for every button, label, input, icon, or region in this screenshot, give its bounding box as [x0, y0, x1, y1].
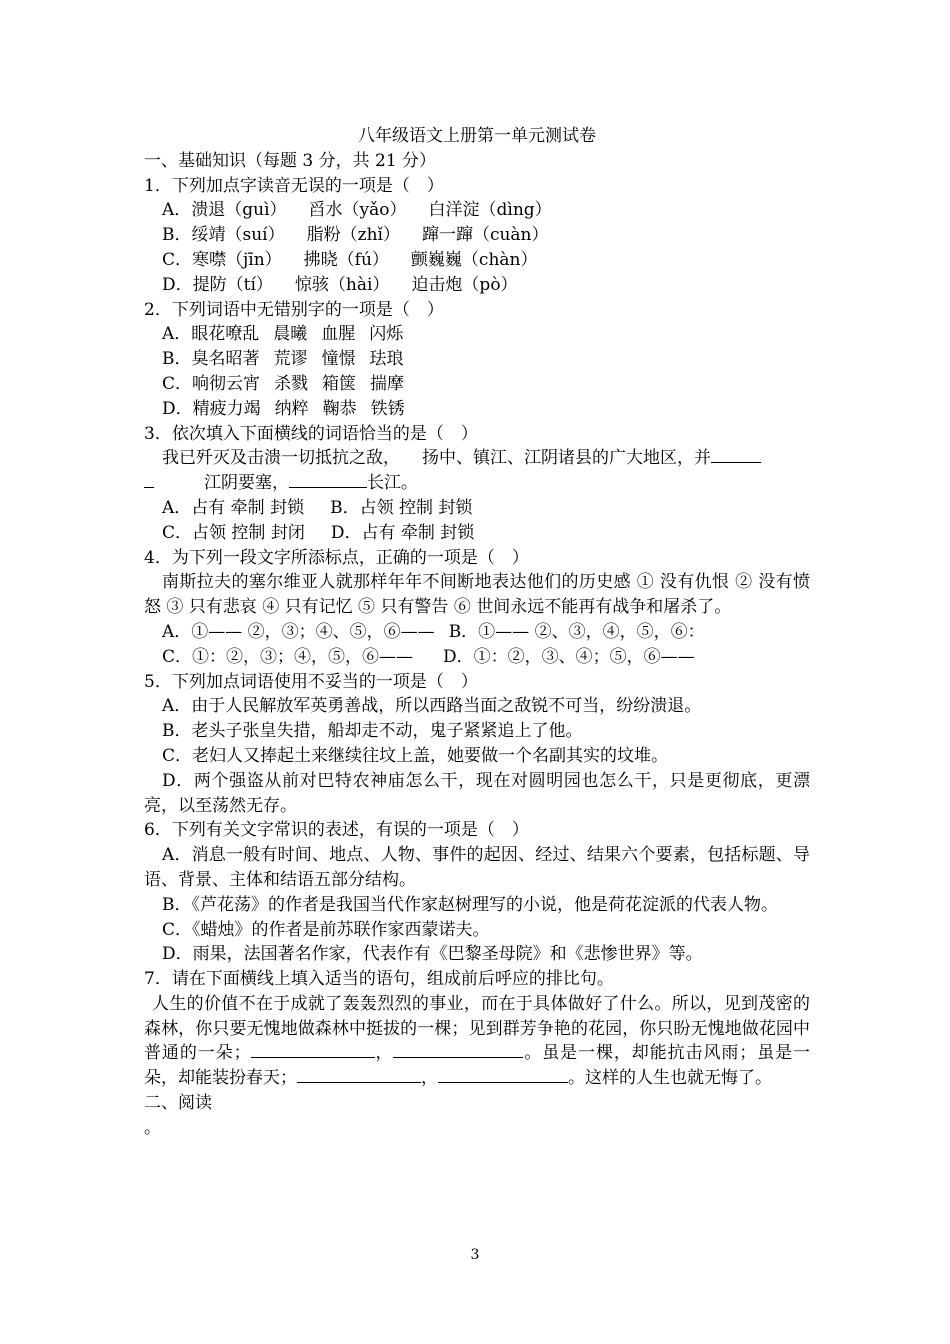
option-text: C．寒噤（jīn）: [162, 249, 282, 270]
question-6-option-d: D．雨果，法国著名作家，代表作有《巴黎圣母院》和《悲惨世界》等。: [162, 944, 703, 965]
section-heading-basics: 一、基础知识（每题 3 分，共 21 分）: [144, 150, 437, 171]
fill-blank[interactable]: [711, 446, 761, 463]
passage-text: 人生的价值不在于成就了轰轰烈烈的事业，而在于具体做好了什么。所以，见到茂密的森林，你只要无愧地做森林中挺拔的一棵；见到群芳争艳的花园，你只盼无愧地做花园中普通的一朵；: [144, 993, 810, 1064]
option-text: 揣摩: [370, 373, 405, 394]
question-4-stem: 4．为下列一段文字所添标点，正确的一项是（ ）: [144, 547, 529, 568]
option-text: 憧憬: [321, 349, 356, 370]
option-text: 纳粹: [274, 398, 309, 419]
option-text: 杀戮: [274, 373, 309, 394]
question-1-option-a: [144, 198, 810, 223]
option-text: 血腥: [321, 324, 356, 345]
question-1-option-d: [144, 273, 810, 298]
passage-text: ，: [374, 1043, 394, 1064]
question-4-options-row-1: [144, 620, 810, 645]
option-text: 蹿一蹿（cuàn）: [421, 225, 549, 246]
fill-blank[interactable]: [251, 1041, 375, 1058]
question-4-passage: 南斯拉夫的塞尔维亚人就那样年年不间断地表达他们的历史感 ① 没有仇恨 ② 没有愤怒 ③ 只有悲哀 ④ 只有记忆 ⑤ 只有警告 ⑥ 世间永远不能再有战争和屠杀了。: [144, 572, 810, 618]
option-text: C．占领 控制 封闭: [162, 522, 305, 543]
question-3-passage: [144, 446, 810, 496]
question-7-passage: [144, 992, 810, 1091]
option-text: A．溃退（guì）: [162, 200, 287, 221]
option-text: 鞠恭: [322, 398, 357, 419]
option-text: 铁锈: [370, 398, 405, 419]
option-text: B．①—— ②、③，④，⑤，⑥：: [448, 621, 705, 642]
question-2-option-a: [144, 322, 810, 347]
fill-blank[interactable]: [297, 1066, 421, 1083]
option-text: 闪烁: [369, 324, 404, 345]
option-text: A．眼花嘹乱: [162, 324, 260, 345]
option-text: 舀水（yǎo）: [308, 200, 407, 221]
passage-text: 我已歼灭及击溃一切抵抗之敌，: [162, 448, 400, 469]
option-text: 拂晓（fú）: [303, 249, 389, 270]
question-6-option-c: C．《蜡烛》的作者是前苏联作家西蒙诺夫。: [162, 919, 490, 940]
option-text: B．绥靖（suí）: [162, 225, 285, 246]
option-text: C．①：②，③；④，⑤，⑥——: [162, 646, 414, 667]
passage-text: 扬中、镇江、江阴诸县的广大地区，并: [422, 448, 711, 469]
option-text: 白洋淀（dìng）: [428, 200, 552, 221]
question-1-stem: 1．下列加点字读音无误的一项是（ ）: [144, 175, 444, 196]
question-4-options-row-2: [144, 645, 810, 670]
question-2-option-c: [144, 372, 810, 397]
option-text: D．①：②，③、④；⑤，⑥——: [443, 646, 695, 667]
option-text: C．响彻云宵: [162, 373, 261, 394]
option-text: 晨曦: [273, 324, 308, 345]
passage-text: 江阴要塞，: [204, 473, 289, 494]
option-text: 颤巍巍（chàn）: [410, 249, 538, 270]
question-6-option-a: A．消息一般有时间、地点、人物、事件的起因、经过、结果六个要素，包括标题、导语、背景、主体和结语五部分结构。: [144, 845, 810, 890]
question-6-option-b: B．《芦花荡》的作者是我国当代作家赵树理写的小说，他是荷花淀派的代表人物。: [162, 894, 778, 915]
page-number: 3: [470, 1247, 480, 1263]
passage-text: ，: [421, 1068, 438, 1089]
question-1-option-c: [144, 248, 810, 273]
fill-blank[interactable]: [438, 1066, 568, 1083]
option-text: D．精疲力竭: [162, 398, 261, 419]
question-1-option-b: [144, 223, 810, 248]
option-text: 迫击炮（pò）: [411, 274, 518, 295]
question-5-stem: 5．下列加点词语使用不妥当的一项是（ ）: [144, 671, 478, 692]
question-3-options-row-1: [144, 496, 810, 521]
option-text: D．提防（tí）: [162, 274, 273, 295]
question-3-options-row-2: [144, 521, 810, 546]
fill-blank[interactable]: [393, 1041, 523, 1058]
option-text: 荒谬: [273, 349, 308, 370]
section-heading-reading: 二、阅读: [144, 1093, 212, 1114]
fill-blank[interactable]: [144, 471, 154, 488]
option-text: A．①—— ②，③；④、⑤，⑥——: [162, 621, 435, 642]
option-text: B．占领 控制 封锁: [330, 497, 473, 518]
passage-text: 。虽是一棵，却能抗击风雨；虽是一朵，却能装扮春天；: [144, 1043, 811, 1089]
question-6-stem: 6．下列有关文字常识的表述，有误的一项是（ ）: [144, 820, 529, 841]
question-5-option-d: D．两个强盗从前对巴特农神庙怎么干，现在对圆明园也怎么干，只是更彻底，更漂亮，以至荡然无存。: [144, 770, 810, 816]
question-2-stem: 2．下列词语中无错别字的一项是（ ）: [144, 299, 444, 320]
option-text: A．占有 牵制 封锁: [162, 497, 305, 518]
stray-punctuation: 。: [144, 1117, 161, 1138]
option-text: 脂粉（zhǐ）: [306, 225, 400, 246]
option-text: 箱箧: [322, 373, 357, 394]
document-body: [144, 124, 810, 1141]
question-7-stem: 7．请在下面横线上填入适当的语句，组成前后呼应的排比句。: [144, 969, 614, 990]
fill-blank[interactable]: [289, 471, 367, 488]
question-3-stem: 3．依次填入下面横线的词语恰当的是（ ）: [144, 423, 478, 444]
question-5-option-b: B．老头子张皇失措，船却走不动，鬼子紧紧追上了他。: [162, 721, 583, 742]
option-text: 珐琅: [369, 349, 404, 370]
option-text: D．占有 牵制 封锁: [330, 522, 475, 543]
passage-text: 长江。: [367, 473, 418, 494]
question-2-option-b: [144, 347, 810, 372]
page-title: 八年级语文上册第一单元测试卷: [358, 126, 596, 146]
passage-text: 。这样的人生也就无悔了。: [568, 1068, 772, 1089]
option-text: 惊骇（hài）: [294, 274, 390, 295]
question-2-option-d: [144, 397, 810, 422]
question-5-option-c: C．老妇人又捧起土来继续往坟上盖，她要做一个名副其实的坟堆。: [162, 745, 669, 766]
option-text: B．臭名昭著: [162, 349, 260, 370]
question-5-option-a: A．由于人民解放军英勇善战，所以西路当面之敌锐不可当，纷纷溃退。: [162, 696, 702, 717]
